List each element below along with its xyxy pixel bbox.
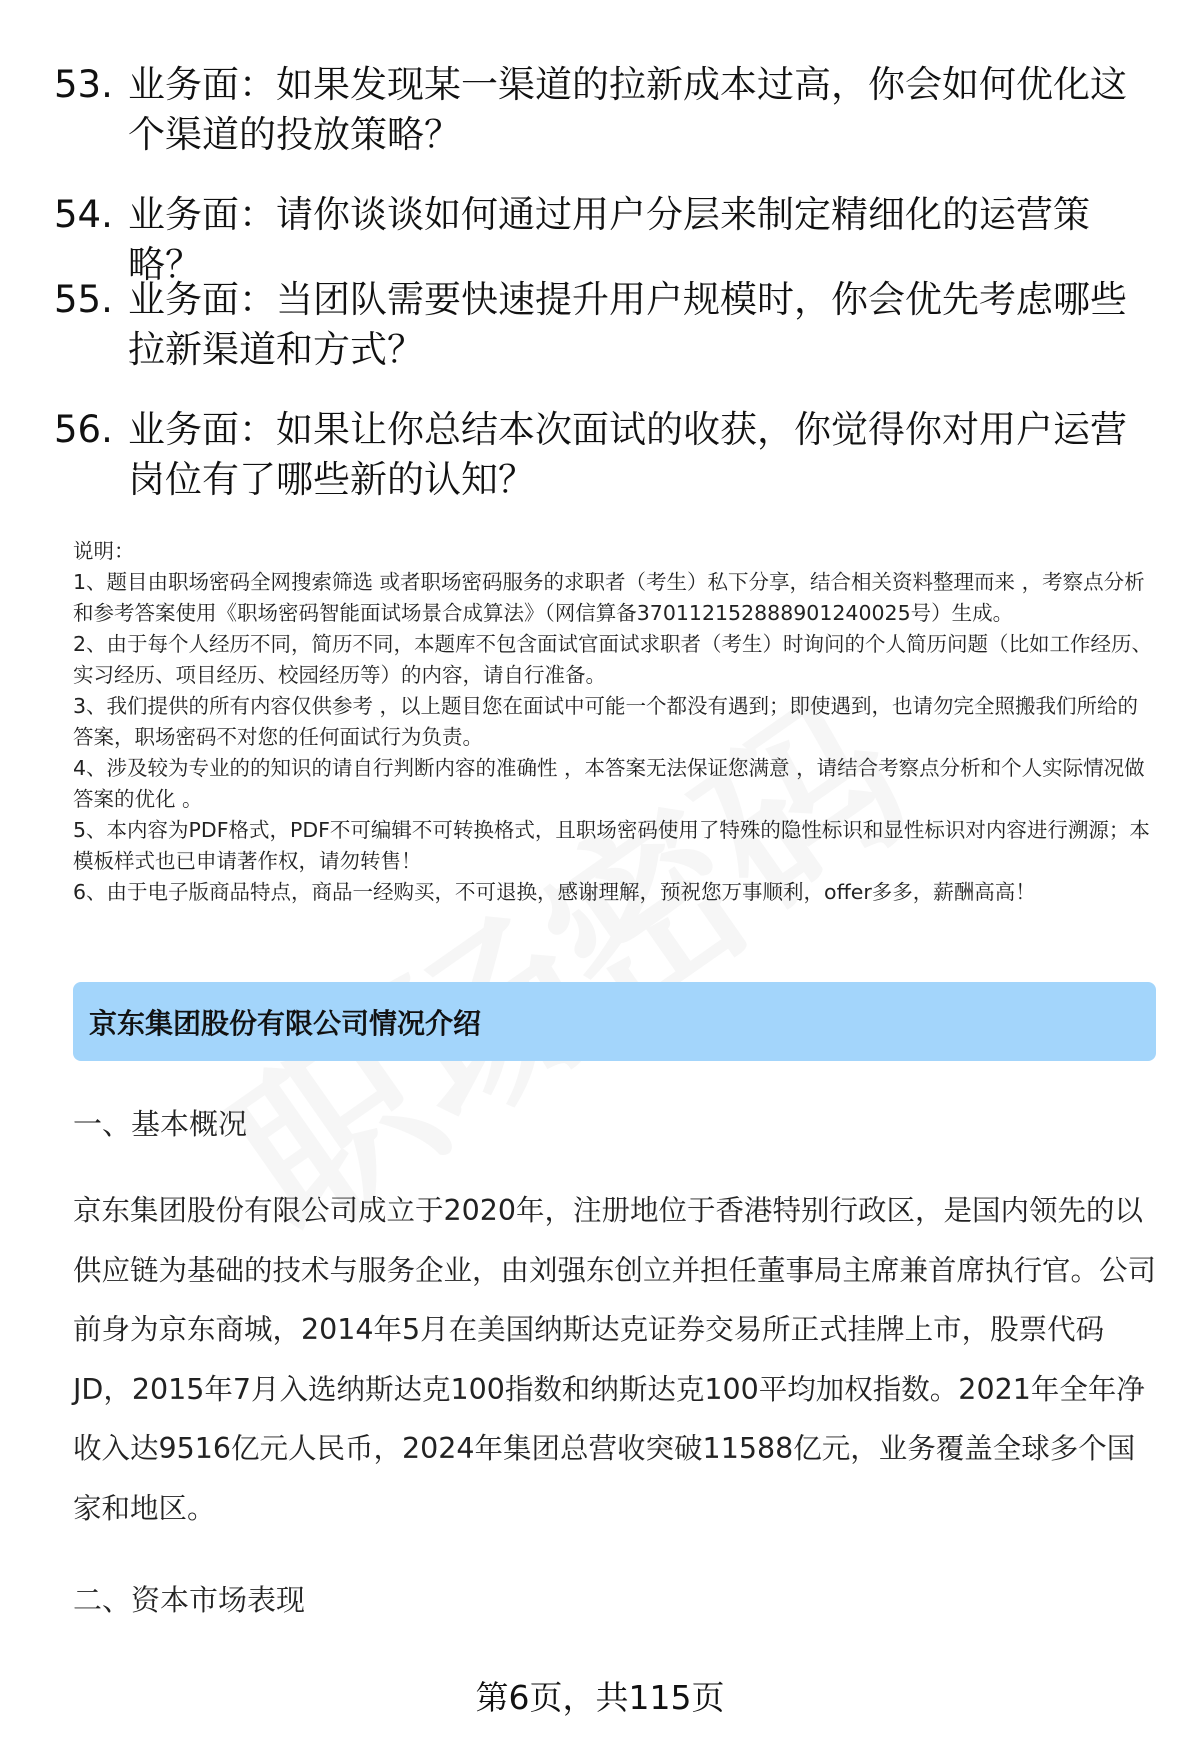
notes-title: 说明：	[73, 539, 135, 563]
note-item: 5、本内容为PDF格式，PDF不可编辑不可转换格式，且职场密码使用了特殊的隐性标识和显性标识对内容进行溯源；本模板样式也已申请著作权，请勿转售！	[73, 818, 1150, 873]
question-number: 56.	[54, 408, 113, 451]
notes-section	[73, 536, 1153, 908]
note-item: 2、由于每个人经历不同，简历不同，本题库不包含面试官面试求职者（考生）时询问的个人简历问题（比如工作经历、实习经历、项目经历、校园经历等）的内容，请自行准备。	[73, 632, 1153, 687]
question-text: 业务面：请你谈谈如何通过用户分层来制定精细化的运营策略？	[128, 193, 1090, 286]
banner-title: 京东集团股份有限公司情况介绍	[89, 1006, 482, 1040]
note-item: 3、我们提供的所有内容仅供参考 ，以上题目您在面试中可能一个都没有遇到；即使遇到，也请勿完全照搬我们所给的答案，职场密码不对您的任何面试行为负责。	[73, 694, 1139, 749]
question-text: 业务面：如果发现某一渠道的拉新成本过高，你会如何优化这个渠道的投放策略？	[128, 63, 1127, 156]
company-intro-banner	[73, 982, 1156, 1061]
question-number: 55.	[54, 278, 113, 321]
question-53	[54, 60, 1154, 160]
note-item: 4、涉及较为专业的的知识的请自行判断内容的准确性 ，本答案无法保证您满意 ，请结合考察点分析和个人实际情况做答案的优化 。	[73, 756, 1145, 811]
question-number: 53.	[54, 63, 113, 106]
question-text: 业务面：当团队需要快速提升用户规模时，你会优先考虑哪些拉新渠道和方式？	[128, 278, 1127, 371]
section-heading-basic: 一、基本概况	[73, 1107, 248, 1141]
question-number: 54.	[54, 193, 113, 236]
note-item: 1、题目由职场密码全网搜索筛选 或者职场密码服务的求职者（考生）私下分享，结合相关资料整理而来 ，考察点分析和参考答案使用《职场密码智能面试场景合成算法》（网信算备370112152888901240025号）生成。	[73, 570, 1145, 625]
question-55	[54, 275, 1154, 375]
company-overview-paragraph: 京东集团股份有限公司成立于2020年，注册地位于香港特别行政区，是国内领先的以供应链为基础的技术与服务企业，由刘强东创立并担任董事局主席兼首席执行官。公司前身为京东商城，2014年5月在美国纳斯达克证券交易所正式挂牌上市，股票代码JD，2015年7月入选纳斯达克100指数和纳斯达克100平均加权指数。2021年全年净收入达9516亿元人民币，2024年集团总营收突破11588亿元，业务覆盖全球多个国家和地区。	[73, 1194, 1157, 1525]
question-56	[54, 405, 1154, 505]
page-number: 第6页，共115页	[475, 1678, 725, 1717]
note-item: 6、由于电子版商品特点，商品一经购买，不可退换，感谢理解，预祝您万事顺利，offer多多，薪酬高高！	[73, 880, 1036, 904]
section-heading-capital-market: 二、资本市场表现	[73, 1583, 306, 1617]
question-text: 业务面：如果让你总结本次面试的收获，你觉得你对用户运营岗位有了哪些新的认知？	[128, 408, 1127, 501]
